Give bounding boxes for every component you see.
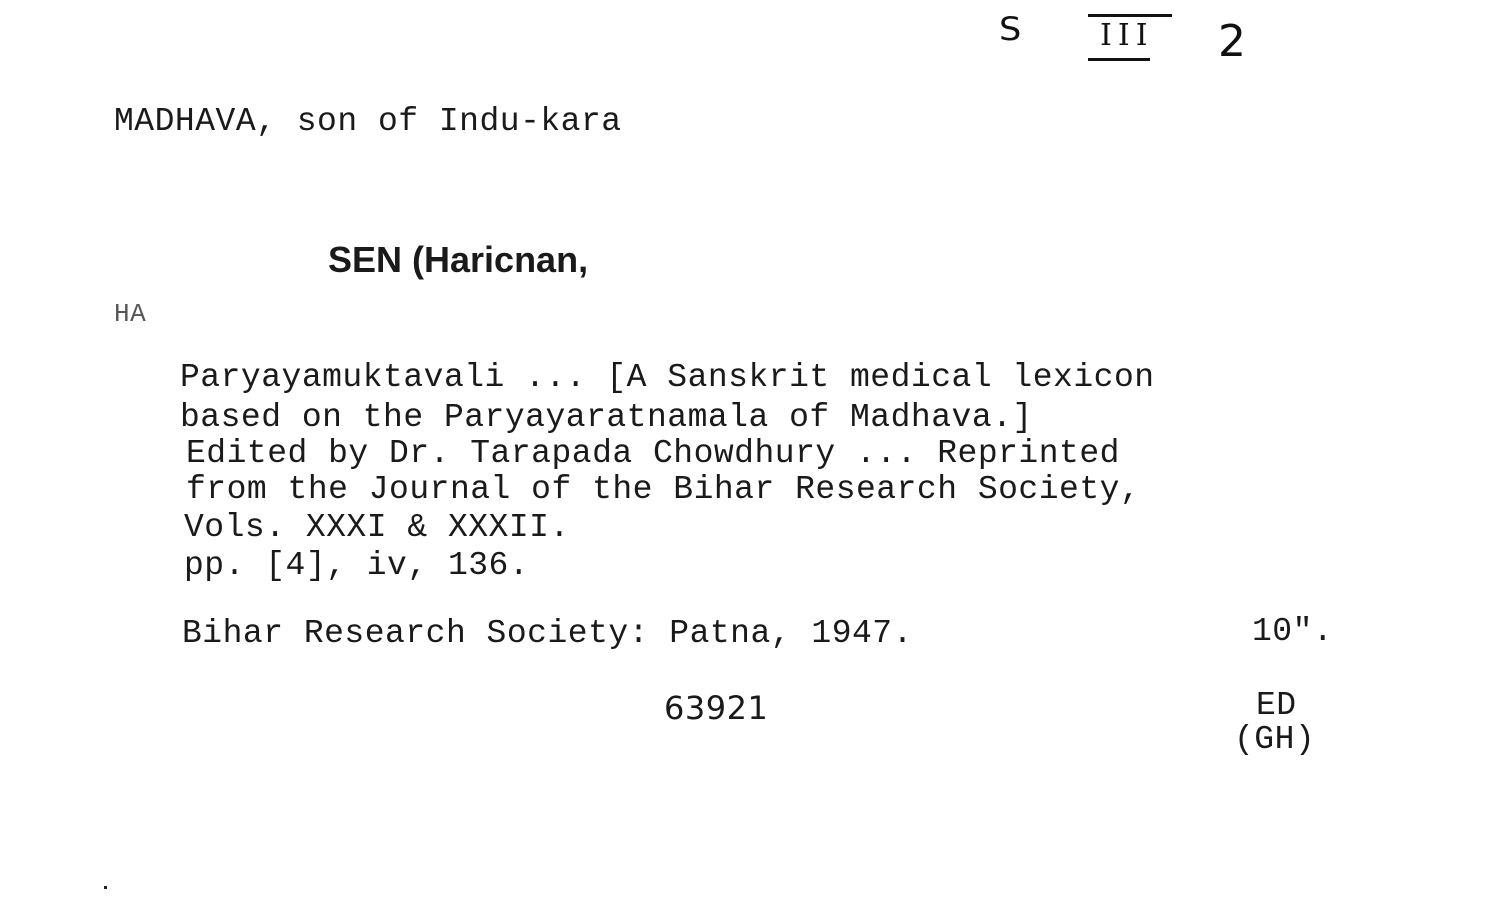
body-line-4: from the Journal of the Bihar Research Society,: [186, 471, 1141, 508]
accession-number: 63921: [664, 689, 769, 727]
body-line-6: pp. [4], iv, 136.: [184, 547, 530, 584]
speck: [104, 886, 107, 889]
shelfmark-number: 2: [1218, 16, 1246, 67]
shelfmark-underline: [1088, 58, 1150, 61]
bottom-right-line-2: (GH): [1234, 721, 1316, 758]
shelfmark-s: S: [998, 10, 1022, 48]
shelfmark-overline: [1088, 14, 1172, 17]
shelfmark-roman: III: [1100, 18, 1154, 53]
bottom-right-line-1: ED: [1256, 687, 1297, 724]
body-line-3: Edited by Dr. Tarapada Chowdhury ... Reprinted: [186, 435, 1120, 472]
size: 10".: [1252, 613, 1334, 650]
heading: MADHAVA, son of Indu-kara: [114, 103, 622, 140]
author: SEN (Haricnan,: [328, 239, 589, 280]
class-mark: HA: [114, 299, 147, 329]
body-line-2: based on the Paryayaratnamala of Madhava.]: [180, 399, 1033, 436]
imprint: Bihar Research Society: Patna, 1947.: [182, 615, 913, 652]
body-line-1: Paryayamuktavali ... [A Sanskrit medical lexicon: [180, 359, 1155, 396]
body-line-5: Vols. XXXI & XXXII.: [184, 509, 570, 546]
